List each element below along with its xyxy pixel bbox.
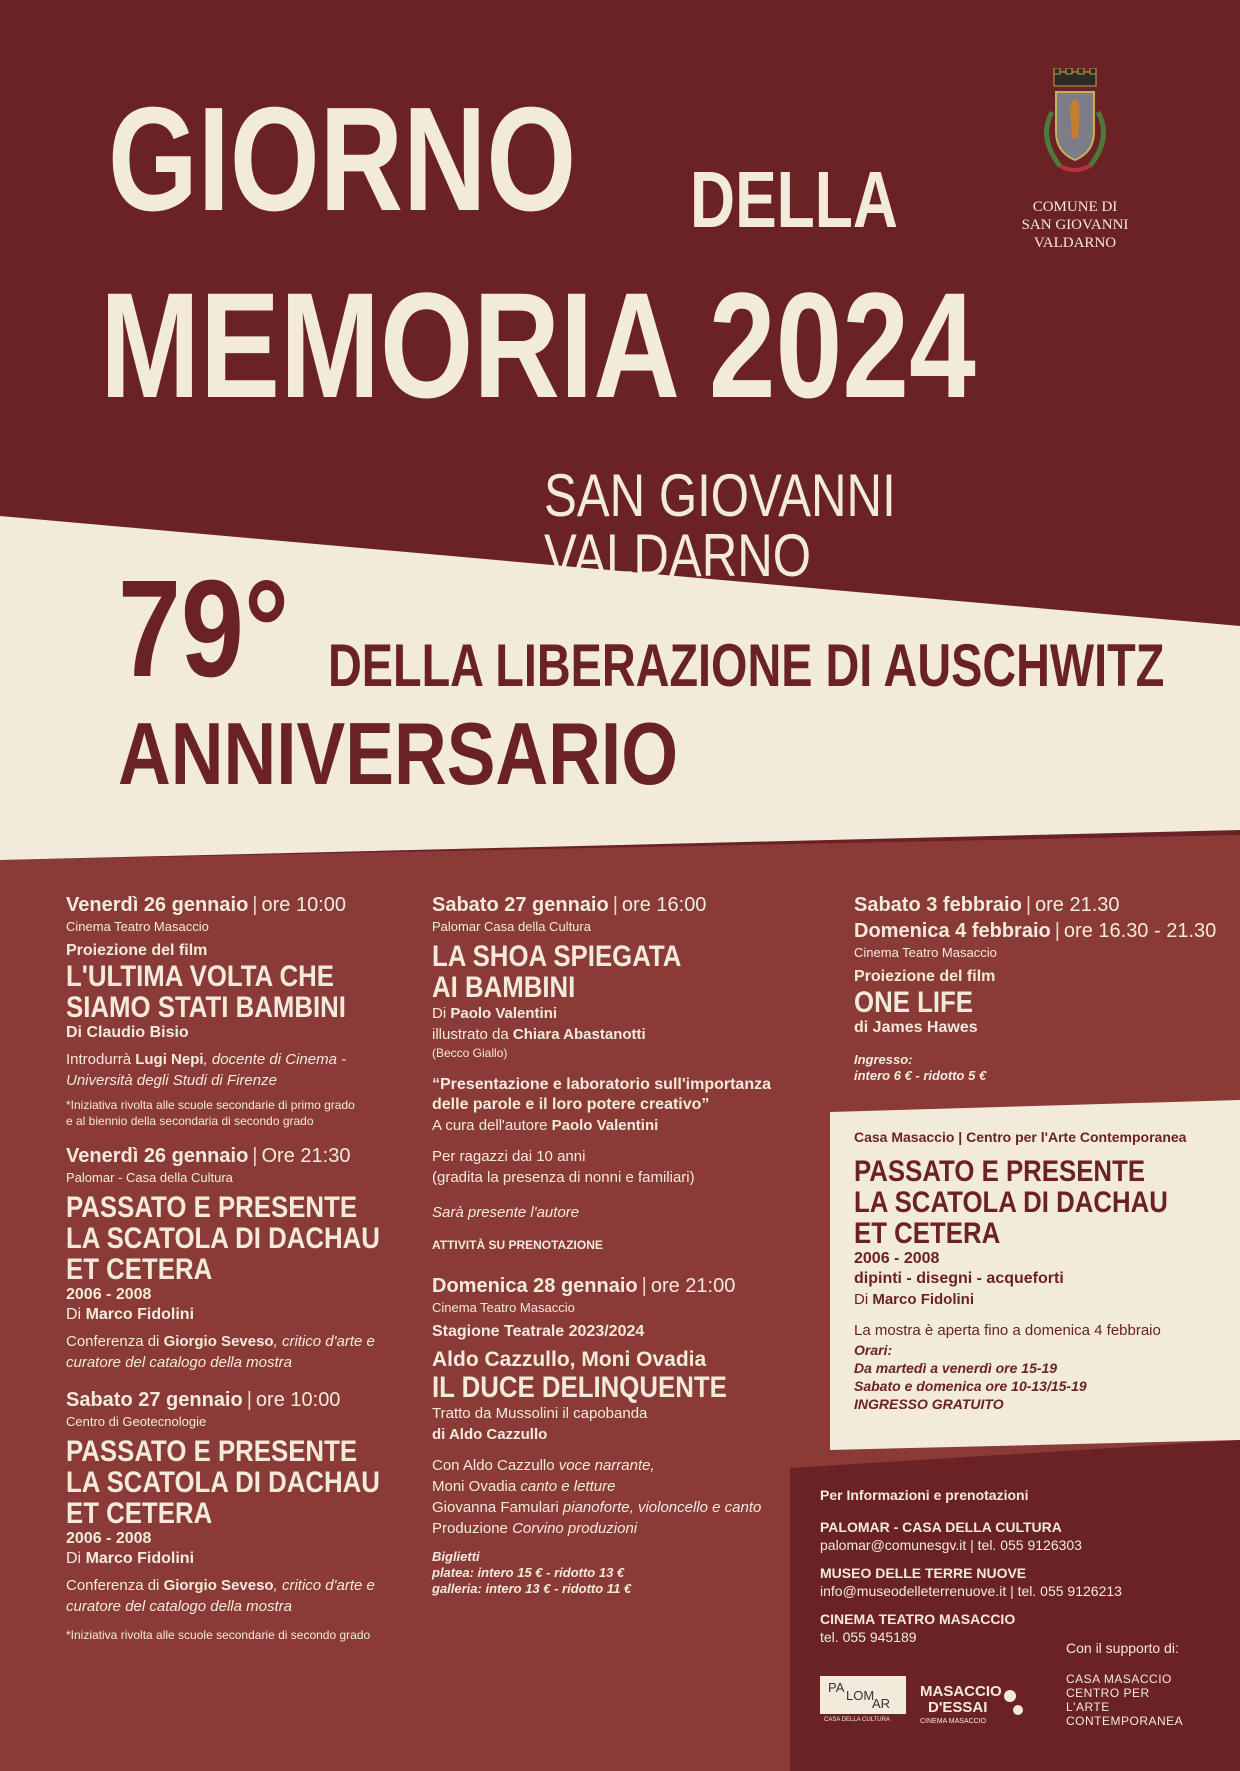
title-della: DELLA xyxy=(690,155,898,244)
event-source: Tratto da Mussolini il capobanda xyxy=(432,1405,648,1422)
title-memoria: MEMORIA 2024 xyxy=(100,261,976,429)
event-note: e al biennio della secondaria di secondo grado xyxy=(66,1114,314,1128)
event-credit: Con Aldo Cazzullo voce narrante, xyxy=(432,1457,655,1474)
ticket-price: galleria: intero 13 € - ridotto 11 € xyxy=(432,1581,632,1596)
title-line: SIAMO STATI BAMBINI xyxy=(66,991,346,1024)
event-kicker: Proiezione del film xyxy=(854,968,996,985)
event-title: LA SHOA SPIEGATA AI BAMBINI xyxy=(432,940,682,1004)
events-column-2 xyxy=(432,892,792,1597)
event-author: Di Marco Fidolini xyxy=(66,1550,195,1567)
comune-line-2: SAN GIOVANNI xyxy=(1021,217,1129,233)
event-author: Di Paolo Valentini xyxy=(432,1005,558,1022)
event-quote: delle parole e il loro potere creativo” xyxy=(432,1096,710,1113)
masaccio-logo-text: D'ESSAI xyxy=(928,1699,988,1716)
event-age: Per ragazzi dai 10 anni xyxy=(432,1148,586,1165)
anniversary-number: 79° xyxy=(118,552,290,706)
palomar-logo-text: LOM xyxy=(846,1688,875,1703)
event-credit: Produzione Corvino produzioni xyxy=(432,1520,638,1537)
contact-name: CINEMA TEATRO MASACCIO xyxy=(820,1611,1016,1627)
event-venue: Cinema Teatro Masaccio xyxy=(66,919,209,934)
event-note: *Iniziativa rivolta alle scuole secondarie di primo grado xyxy=(66,1098,355,1112)
event-card xyxy=(66,1143,426,1373)
opening-hours: Orari: xyxy=(854,1342,893,1358)
events-column-3 xyxy=(854,892,1217,1084)
ingresso-heading: Ingresso: xyxy=(854,1052,913,1067)
event-card xyxy=(66,1387,426,1643)
coat-of-arms-icon xyxy=(1030,68,1120,188)
event-years: 2006 - 2008 xyxy=(66,1286,152,1303)
exhibition-media: dipinti - disegni - acqueforti xyxy=(854,1270,1064,1287)
info-heading: Per Informazioni e prenotazioni xyxy=(820,1487,1029,1503)
event-intro-line2: Università degli Studi di Firenze xyxy=(66,1072,277,1089)
palomar-logo-text: PA xyxy=(828,1680,845,1695)
ticket-price: platea: intero 15 € - ridotto 13 € xyxy=(432,1565,625,1580)
masaccio-logo-sub: CINEMA MASACCIO xyxy=(920,1718,987,1725)
palomar-logo-text: AR xyxy=(872,1696,891,1711)
event-authors: Aldo Cazzullo, Moni Ovadia xyxy=(432,1348,707,1371)
tickets-heading: Biglietti xyxy=(432,1549,480,1564)
exhibition-author: Di Marco Fidolini xyxy=(854,1291,975,1308)
event-credit: Moni Ovadia canto e letture xyxy=(432,1478,616,1495)
casa-masaccio-logo: CASA MASACCIO CENTRO PER L'ARTE CONTEMPORANEA xyxy=(1066,1672,1184,1728)
event-season: Stagione Teatrale 2023/2024 xyxy=(432,1323,645,1340)
event-title: IL DUCE DELINQUENTE xyxy=(432,1371,727,1404)
event-curator: A cura dell'autore Paolo Valentini xyxy=(432,1117,659,1134)
event-venue: Cinema Teatro Masaccio xyxy=(854,945,997,960)
event-card xyxy=(432,892,792,1253)
event-conference-line2: curatore del catalogo della mostra xyxy=(66,1354,292,1371)
event-date: Sabato 27 gennaio | ore 16:00 xyxy=(432,894,707,916)
exhibition-opening: La mostra è aperta fino a domenica 4 febbraio xyxy=(854,1322,1161,1339)
event-venue: Palomar - Casa della Cultura xyxy=(66,1170,233,1185)
exhibition-title: PASSATO E PRESENTE LA SCATOLA DI DACHAU ET CETERA xyxy=(854,1155,1168,1250)
exhibition-venue: Casa Masaccio | Centro per l'Arte Contemporanea xyxy=(854,1129,1187,1145)
event-date: Sabato 3 febbraio | ore 21.30 xyxy=(854,894,1120,916)
contact-details[interactable]: palomar@comunesgv.it | tel. 055 9126303 xyxy=(820,1537,1082,1553)
contact-name: PALOMAR - CASA DELLA CULTURA xyxy=(820,1519,1062,1535)
palomar-logo-sub: CASA DELLA CULTURA xyxy=(824,1717,890,1722)
event-venue: Cinema Teatro Masaccio xyxy=(432,1300,575,1315)
event-venue: Centro di Geotecnologie xyxy=(66,1414,207,1429)
info-contacts xyxy=(820,1486,1220,1646)
contact-details[interactable]: tel. 055 945189 xyxy=(820,1629,917,1645)
title-giorno: GIORNO xyxy=(108,77,577,242)
event-publisher: (Becco Giallo) xyxy=(432,1046,508,1060)
event-booking: ATTIVITÀ SU PRENOTAZIONE xyxy=(432,1238,603,1252)
anniversary-subtitle: DELLA LIBERAZIONE DI AUSCHWITZ xyxy=(328,632,1165,699)
support-label: Con il supporto di: xyxy=(1066,1640,1179,1656)
event-date: Sabato 27 gennaio | ore 10:00 xyxy=(66,1389,341,1411)
event-conference-line2: curatore del catalogo della mostra xyxy=(66,1598,292,1615)
masaccio-dessai-logo xyxy=(918,1680,1028,1726)
opening-hours: INGRESSO GRATUITO xyxy=(854,1396,1004,1412)
event-author-present: Sarà presente l'autore xyxy=(432,1204,580,1221)
opening-hours: Sabato e domenica ore 10-13/15-19 xyxy=(854,1378,1087,1394)
palomar-logo xyxy=(820,1676,906,1722)
event-date: Venerdì 26 gennaio | Ore 21:30 xyxy=(66,1145,351,1167)
event-card xyxy=(66,892,426,1129)
time-text: ore 10:00 xyxy=(261,894,347,916)
title-line: L'ULTIMA VOLTA CHE xyxy=(66,960,334,993)
masaccio-logo-text: MASACCIO xyxy=(920,1683,1002,1700)
date-text: Venerdì 26 gennaio xyxy=(66,894,249,916)
event-conference: Conferenza di Giorgio Seveso, critico d'arte e xyxy=(66,1333,375,1350)
comune-line-3: VALDARNO xyxy=(1033,235,1117,251)
anniversary-word: ANNIVERSARIO xyxy=(118,704,679,803)
event-title: PASSATO E PRESENTE LA SCATOLA DI DACHAU ET CETERA xyxy=(66,1435,380,1530)
contact-name: MUSEO DELLE TERRE NUOVE xyxy=(820,1565,1027,1581)
event-quote: “Presentazione e laboratorio sull'importanza xyxy=(432,1076,771,1093)
event-intro: Introdurrà Lugi Nepi, docente di Cinema - xyxy=(66,1051,347,1068)
event-author: Di Marco Fidolini xyxy=(66,1306,195,1323)
city-name: SAN GIOVANNI VALDARNO xyxy=(544,462,896,589)
event-card xyxy=(432,1273,792,1597)
event-title: ONE LIFE xyxy=(854,986,973,1019)
event-note: *Iniziativa rivolta alle scuole secondarie di secondo grado xyxy=(66,1628,371,1642)
event-venue: Palomar Casa della Cultura xyxy=(432,919,591,934)
event-credit: Giovanna Famulari pianoforte, violoncello e canto xyxy=(432,1499,762,1516)
event-title xyxy=(66,961,431,1023)
ingresso-price: intero 6 € - ridotto 5 € xyxy=(854,1068,987,1083)
event-illustrator: illustrato da Chiara Abastanotti xyxy=(432,1026,646,1043)
comune-line-1: COMUNE DI xyxy=(1032,199,1118,215)
event-age: (gradita la presenza di nonni e familiari) xyxy=(432,1169,695,1186)
comune-label xyxy=(1000,198,1150,252)
event-years: 2006 - 2008 xyxy=(66,1530,152,1547)
event-date: Domenica 28 gennaio | ore 21:00 xyxy=(432,1275,736,1297)
event-date: Venerdì 26 gennaio | ore 10:00 xyxy=(66,894,347,916)
event-title: PASSATO E PRESENTE LA SCATOLA DI DACHAU ET CETERA xyxy=(66,1191,380,1286)
event-author: Di Claudio Bisio xyxy=(66,1024,189,1041)
exhibition-years: 2006 - 2008 xyxy=(854,1250,940,1267)
contact-details[interactable]: info@museodelleterrenuove.it | tel. 055 9126213 xyxy=(820,1583,1122,1599)
event-author: di James Hawes xyxy=(854,1019,978,1036)
opening-hours: Da martedì a venerdì ore 15-19 xyxy=(854,1360,1058,1376)
event-kicker: Proiezione del film xyxy=(66,942,208,959)
events-column-1 xyxy=(66,892,426,1643)
event-conference: Conferenza di Giorgio Seveso, critico d'arte e xyxy=(66,1577,375,1594)
event-date: Domenica 4 febbraio | ore 16.30 - 21.30 xyxy=(854,920,1217,942)
exhibition-details xyxy=(830,1110,1220,1413)
event-source-author: di Aldo Cazzullo xyxy=(432,1426,548,1443)
